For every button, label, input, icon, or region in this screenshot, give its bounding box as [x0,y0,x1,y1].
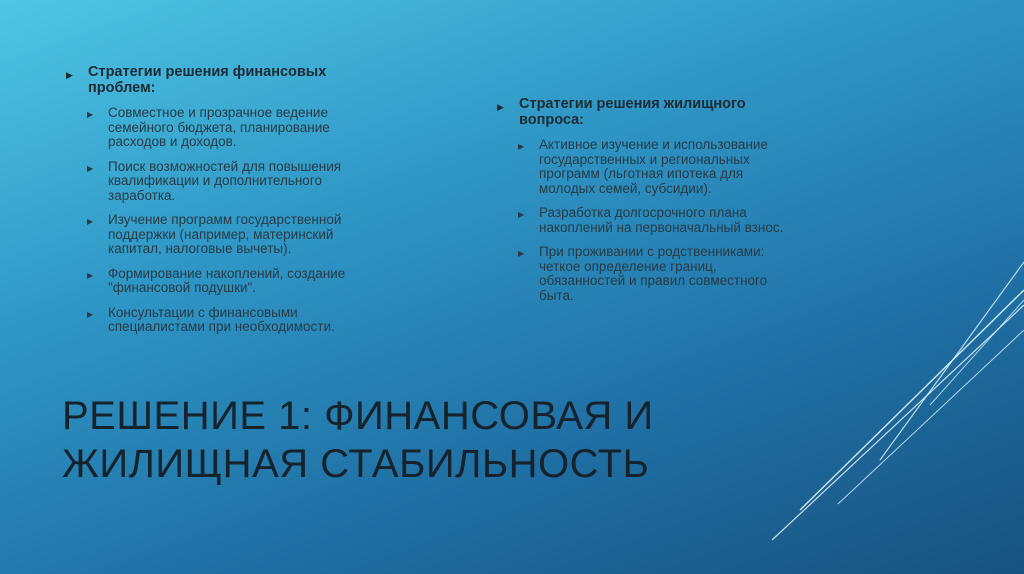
list-item: ▶ Разработка долгосрочного плана накоплений на первоначальный взнос. [518,205,784,235]
list-item: ▶ Консультации с финансовыми специалистами при необходимости. [87,304,335,334]
housing-strategies-heading [497,96,877,128]
triangle-bullet-icon: ▶ [497,102,504,112]
triangle-bullet-icon: ▶ [518,142,525,151]
title-line: РЕШЕНИЕ 1: ФИНАНСОВАЯ И [62,394,654,438]
slide-title [62,392,682,488]
title-line: ЖИЛИЩНАЯ СТАБИЛЬНОСТЬ [62,442,650,486]
list-item: ▶ Формирование накоплений, создание "финансовой подушки". [87,265,346,295]
list-item: ▶ При проживании с родственниками: четкое определение границ, обязанностей и правил совместного быта. [518,244,768,303]
list-item: ▶ Совместное и прозрачное ведение семейного бюджета, планирование расходов и доходов. [87,105,330,149]
heading-line: Стратегии решения финансовых [88,64,327,80]
list-item: ▶ Поиск возможностей для повышения квалификации и дополнительного заработка. [87,158,342,203]
triangle-bullet-icon: ▶ [518,210,525,219]
housing-strategies-list [497,138,877,303]
list-item: ▶ Активное изучение и использование государственных и региональных программ (льготная ипотека для молодых семей, субсидии). [518,137,768,196]
triangle-bullet-icon: ▶ [87,270,94,280]
heading-line: Стратегии решения жилищного [519,96,746,112]
housing-strategies-column [497,96,877,313]
triangle-bullet-icon: ▶ [87,217,94,226]
list-item: ▶ Изучение программ государственной поддержки (например, материнский капитал, налоговые вычеты). [87,212,342,256]
heading-line: вопроса: [519,112,584,128]
triangle-bullet-icon: ▶ [87,110,94,119]
triangle-bullet-icon: ▶ [66,70,73,80]
financial-strategies-column [66,64,446,345]
heading-line: проблем: [88,80,156,96]
triangle-bullet-icon: ▶ [87,163,94,173]
financial-strategies-list [66,106,446,335]
triangle-bullet-icon: ▶ [87,309,94,319]
financial-strategies-heading [66,64,446,96]
triangle-bullet-icon: ▶ [518,249,525,258]
